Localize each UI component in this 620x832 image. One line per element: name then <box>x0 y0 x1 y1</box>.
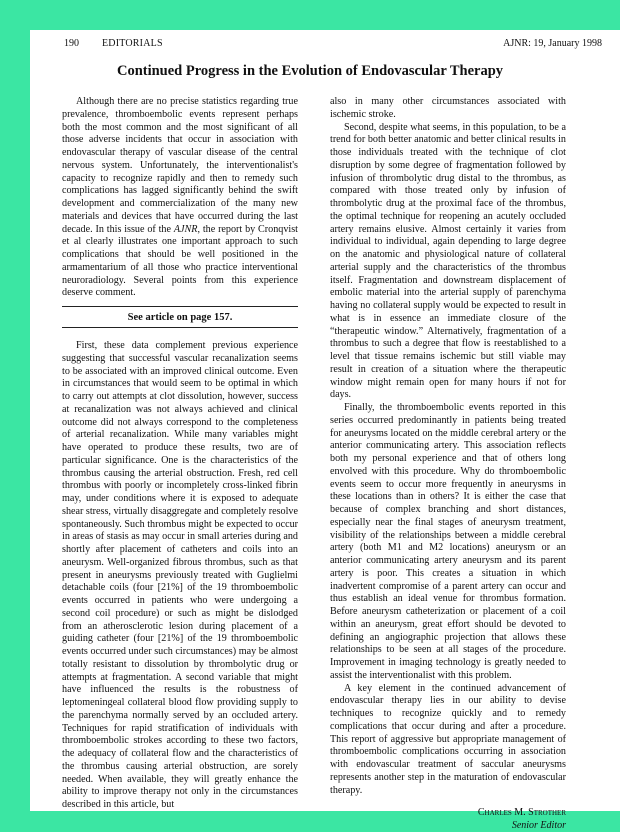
left-column <box>62 96 298 812</box>
journal-name: AJNR <box>173 223 198 235</box>
intro-text-start: Although there are no precise statistics regarding true prevalence, thromboembolic events represent perhaps both the most common and the most significant of all those adverse incidents that occur in association with endovascular therapy of vascular disease of the central nervous system. Unfortunately, the interventionalist's capacity to recognize rapidly and then to remedy such complications has lagged significantly behind the swift development and commercialization of the many new materials and devices that have occurred during the last decade. In this issue of the <box>62 96 298 235</box>
author-role: Senior Editor <box>511 819 566 831</box>
paragraph-first-continued: also in many other circumstances associated with ischemic stroke. <box>330 96 566 120</box>
paragraph-third: Finally, the thromboembolic events reported in this series occurred predominantly in patients being treated for aneurysms located on the middle cerebral artery or the anterior communicating artery. This association reflects both my personal experience and that of others long envolved with this procedure. Why do thromboembolic events seem to occur more frequently in aneurysms in these locations than in others? It is either the case that because of complex branching and short distances, especially near the final stages of aneurysm treatment, visibility of the relationships between a middle cerebral artery (both M1 and M2 locations) aneurysm or an anterior communicating artery aneurysm and its parent artery is poor. This creates a situation in which inadvertent compromise of a parent artery can occur and thus establish an ideal venue for thrombus formation. Before aneurysm catheterization or placement of a coil within an aneurysm, great effort should be devoted to defining an angiographic projection that allows these relationships to be seen at all stages of the procedure. Improvement in imaging technology is greatly needed to assist the interventionalist with this problem. <box>330 402 566 681</box>
paragraph-first: First, these data complement previous experience suggesting that successful vascular recanalization seems to be associated with an improved clinical outcome. Even in circumstances that would seem to be optimal in which to carry out attempts at clot dissolution, however, success at recanalization was not always achieved and clinical outcome did not always correspond to the completeness of arterial recanalization. While many variables might have operated to produce these results, two are of particular significance. One is the characteristics of the thrombus causing the arterial obstruction. Fresh, red cell thrombus with poorly or incompletely cross-linked fibrin may, under conditions where it is exposed to adequate shear stress, virtually disaggregate and completely resolve spontaneously. Such thrombus might be expected to occur in areas of stasis as may occur in small arteries during and shortly after placement of catheters and coils into an aneurysm. Well-organized fibrous thrombus, such as that present in aneurysms previously treated with Guglielmi detachable coils (four [21%] of the 19 thromboembolic events occurred in patients who were undergoing a second coil procedure) or such as might be dislodged from an atherosclerotic lesion during placement of a guiding catheter (four [21%] of the 19 thromboembolic events occurred under such circumstances) may be almost totally resistant to dissolution by thrombolytic drug or attempts at fragmentation. A second variable that might have influenced the results is the robustness of leptomeningeal collateral blood flow providing supply to the parenchyma normally served by an occluded artery. Techniques for rapid stratification of individuals with thromboembolic strokes according to these two factors, the adequacy of collateral flow and the characteristics of the thrombus causing arterial obstruction, are sorely needed. When available, they will greatly enhance the ability to improve therapy not only in the circumstances described in this article, but <box>62 340 298 810</box>
page-number: 190 <box>64 38 79 49</box>
section-label: EDITORIALS <box>102 38 163 49</box>
bottom-divider <box>62 327 298 328</box>
see-article-link[interactable]: See article on page 157. <box>127 312 233 323</box>
intro-paragraph <box>62 96 298 300</box>
intro-text-end: , the report by Cronqvist et al clearly illustrates one important approach to such complications that should be well positioned in the armamentarium of all those who practice interventional neuroradiology. Several points from this experience deserve comment. <box>62 223 298 299</box>
signature <box>330 807 566 832</box>
article-title: Continued Progress in the Evolution of Endovascular Therapy <box>116 63 504 79</box>
journal-issue: AJNR: 19, January 1998 <box>503 38 602 49</box>
author-name: Charles M. Strother <box>477 807 566 819</box>
paragraph-fourth: A key element in the continued advancement of endovascular therapy lies in our ability to devise techniques to recognize quickly and to remedy complications that occur during and after a procedure. This report of aggressive but appropriate management of thromboembolic complications occurring in association with endovascular treatment of saccular aneurysms represents another step in the maturation of endovascular therapy. <box>330 682 566 796</box>
document-page <box>30 30 620 831</box>
paragraph-second: Second, despite what seems, in this population, to be a trend for both better anatomic and better clinical results in those individuals treated with the technique of clot disruption by some degree of fragmentation followed by infusion of thrombolytic drug distal to the thrombus, as compared with those treated only by infusion of thrombolytic drug at the proximal face of the thrombus, the optimal technique for reopening an acutely occluded artery remains elusive. Almost certainly it varies from individual to individual, again depending to large degree on the anatomic and physiological nature of collateral arterial supply and the characteristics of the thrombus itself. Fragmentation and downstream displacement of embolic material into the arterial supply of parenchyma having no collateral supply would be expected to result in what is in essence an immediate closure of the “therapeutic window.” Alternatively, fragmentation of a thrombus to such a degree that flow is reestablished to a level that tissue remains ischemic but still viable may result in creation of a situation where the therapeutic window might remain open for many hours if not for days. <box>330 121 566 401</box>
right-column <box>330 96 566 832</box>
